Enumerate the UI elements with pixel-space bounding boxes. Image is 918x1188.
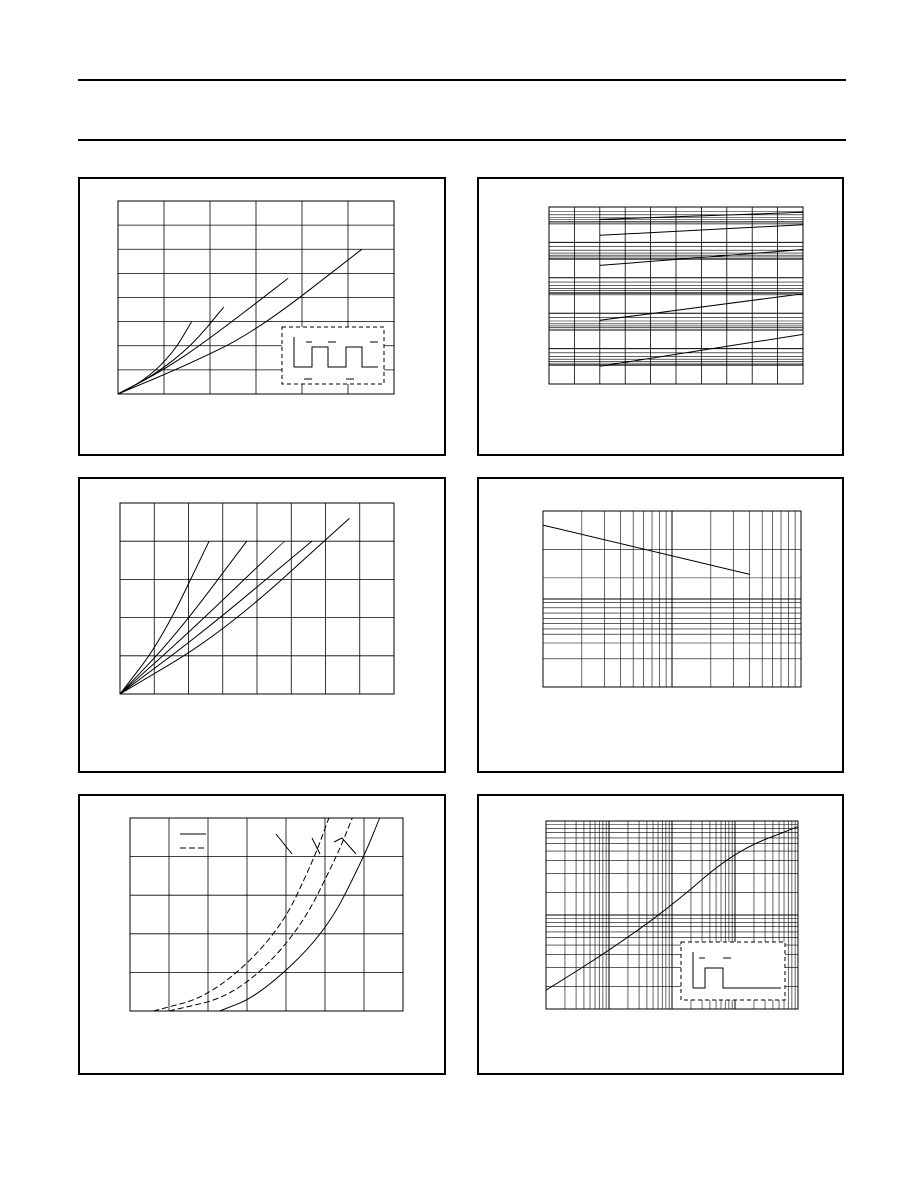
inset-box [282, 327, 384, 384]
figure-1-plot [80, 179, 448, 458]
figure-panel-5 [78, 794, 446, 1075]
figure-panel-4 [477, 477, 844, 773]
top-rule [78, 79, 846, 81]
figure-panel-2 [477, 177, 844, 456]
figure-4-plot [479, 479, 846, 775]
series-line-2 [118, 307, 224, 394]
series-line-3 [118, 278, 288, 394]
figure-panel-1 [78, 177, 446, 456]
figure-6-plot [479, 796, 846, 1077]
series-line-3 [220, 818, 380, 1011]
figure-3-plot [80, 479, 448, 775]
figure-panel-6 [477, 794, 844, 1075]
figure-panel-3 [78, 477, 446, 773]
figure-5-plot [80, 796, 448, 1077]
series-line-1 [153, 818, 329, 1011]
figure-2-plot [479, 179, 846, 458]
inset-box [681, 942, 785, 1000]
series-line-1 [118, 322, 192, 394]
plot-frame [130, 818, 403, 1011]
header-rule [78, 139, 846, 141]
